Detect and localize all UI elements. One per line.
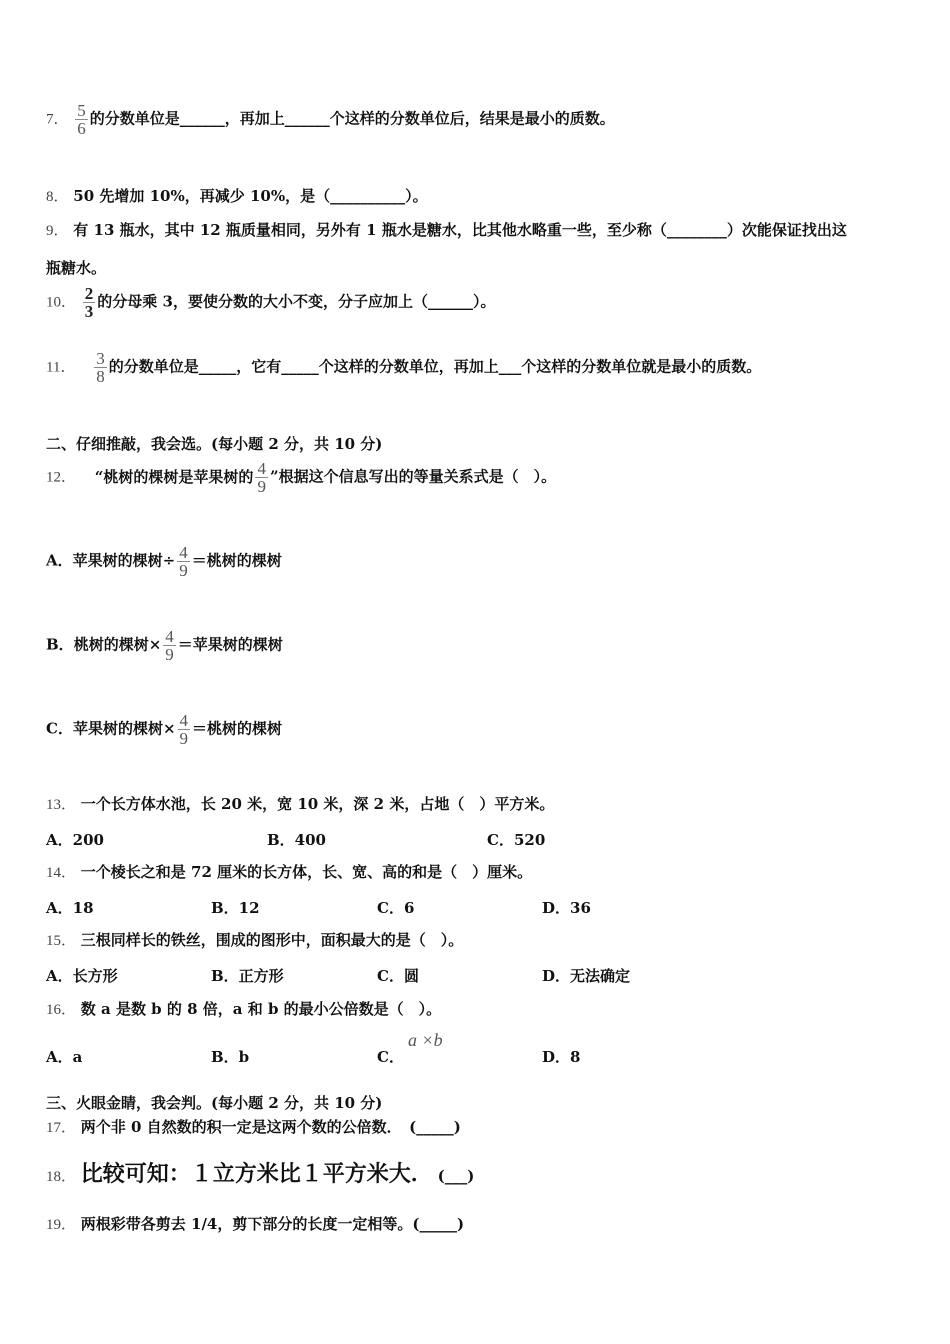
- question-8: [46, 186, 428, 207]
- option-b[interactable]: B．400: [267, 831, 326, 849]
- option-d[interactable]: D．无法确定: [542, 967, 631, 985]
- question-15: [46, 930, 463, 951]
- question-16: [46, 999, 441, 1020]
- option-a[interactable]: A．苹果树的棵树÷ $\frac{4}{9}$ ＝桃树的棵树: [46, 543, 282, 580]
- question-number: 19．: [46, 1217, 77, 1233]
- question-text: 50 先增加 10%，再减少 10%，是（__________）。: [73, 187, 428, 205]
- question-text: 一个棱长之和是 72 厘米的长方体，长、宽、高的和是（ ）厘米。: [80, 863, 533, 881]
- question-number: 14．: [46, 865, 77, 881]
- option-c[interactable]: C．苹果树的棵树× $\frac{4}{9}$ ＝桃树的棵树: [46, 711, 283, 748]
- question-number: 13．: [46, 797, 77, 813]
- question-11: [46, 350, 761, 385]
- question-text-a: “桃树的棵树是苹果树的: [94, 467, 254, 486]
- question-number: 17．: [46, 1120, 77, 1136]
- option-c-expression: a ×b: [408, 1030, 443, 1050]
- fraction: $\frac{4}{9}$: [257, 459, 266, 496]
- fraction: $\frac{4}{9}$: [179, 543, 188, 580]
- question-text: 的分母乘 3，要使分数的大小不变，分子应加上（______）。: [97, 292, 496, 311]
- fraction: $\frac{4}{9}$: [165, 627, 174, 664]
- question-12: [46, 460, 556, 495]
- fraction: $\frac{3}{8}$: [96, 349, 105, 386]
- question-number: 9．: [46, 223, 69, 239]
- question-text: 比较可知：１立方米比１平方米大．: [80, 1161, 433, 1187]
- question-19: [46, 1214, 464, 1235]
- question-number: 12．: [46, 469, 77, 486]
- question-text: 两根彩带各剪去 1/4，剪下部分的长度一定相等。(_____): [80, 1215, 465, 1233]
- option-b[interactable]: B．b: [211, 1048, 250, 1066]
- option-d[interactable]: D．36: [542, 899, 591, 917]
- question-text: 两个非 0 自然数的积一定是这两个数的公倍数． (_____): [80, 1118, 461, 1136]
- option-c[interactable]: C．: [377, 1048, 404, 1066]
- option-c[interactable]: C．520: [487, 831, 546, 849]
- question-text-b: ”根据这个信息写出的等量关系式是（ ）。: [269, 467, 557, 486]
- question-9-continued: 瓶糖水。: [46, 259, 107, 277]
- option-a[interactable]: A．18: [46, 899, 94, 917]
- question-number: 7．: [46, 111, 69, 128]
- question-7: [46, 102, 615, 137]
- option-c[interactable]: C．圆: [377, 967, 419, 985]
- section-heading-2: 二、仔细推敲，我会选。(每小题 2 分，共 10 分): [46, 435, 383, 453]
- question-text: 有 13 瓶水，其中 12 瓶质量相同，另外有 1 瓶水是糖水，比其他水略重一些，至少称（________）次能保证找出这: [73, 221, 847, 239]
- question-text: 一个长方体水池，长 20 米，宽 10 米，深 2 米，占地（ ）平方米。: [80, 795, 555, 813]
- question-text: 的分数单位是_____，它有_____个这样的分数单位，再加上___个这样的分数单位就是最小的质数。: [108, 357, 762, 376]
- question-9: [46, 220, 847, 241]
- fraction: $\frac{4}{9}$: [179, 711, 189, 748]
- question-number: 16．: [46, 1002, 77, 1018]
- option-a[interactable]: A．a: [46, 1048, 83, 1066]
- question-13: [46, 794, 554, 815]
- question-14: [46, 862, 532, 883]
- option-b[interactable]: B．12: [211, 899, 260, 917]
- question-18: [46, 1160, 474, 1191]
- answer-blank[interactable]: (___): [437, 1167, 475, 1185]
- option-b[interactable]: B．正方形: [211, 967, 284, 985]
- question-number: 18．: [46, 1169, 77, 1185]
- question-text: 数 a 是数 b 的 8 倍，a 和 b 的最小公倍数是（ ）。: [80, 1000, 442, 1018]
- question-text: 三根同样长的铁丝，围成的图形中，面积最大的是（ ）。: [80, 931, 464, 949]
- question-17: [46, 1117, 461, 1138]
- option-a[interactable]: A．长方形: [46, 967, 118, 985]
- question-text: 的分数单位是______，再加上______个这样的分数单位后，结果是最小的质数。: [89, 109, 615, 128]
- question-number: 11．: [46, 359, 76, 376]
- option-b[interactable]: B．桃树的棵树× $\frac{4}{9}$ ＝苹果树的棵树: [46, 627, 283, 664]
- fraction: $\frac{5}{6}$: [77, 101, 86, 138]
- option-d[interactable]: D．8: [542, 1048, 581, 1066]
- question-number: 8．: [46, 189, 69, 205]
- fraction: $\frac{2}{3}$: [84, 284, 94, 321]
- section-heading-3: 三、火眼金睛，我会判。(每小题 2 分，共 10 分): [46, 1094, 383, 1112]
- option-c[interactable]: C．6: [377, 899, 415, 917]
- question-number: 10．: [46, 294, 77, 311]
- question-10: [46, 285, 495, 320]
- question-number: 15．: [46, 933, 77, 949]
- option-a[interactable]: A．200: [46, 831, 104, 849]
